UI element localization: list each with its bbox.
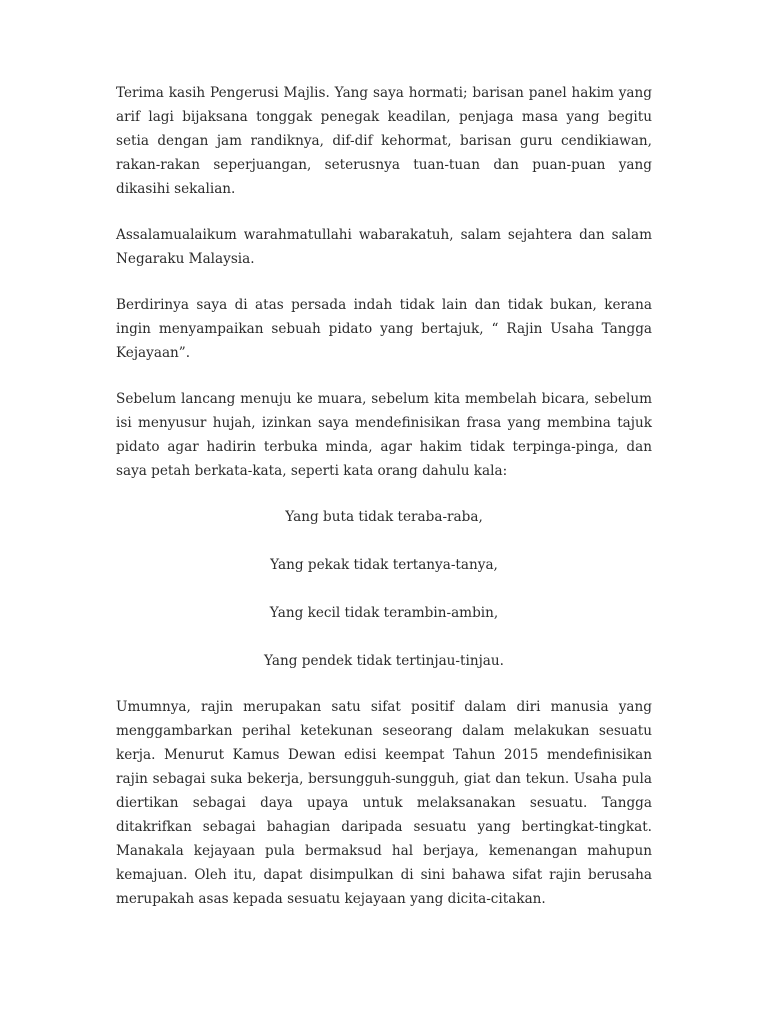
paragraph-definition: Umumnya, rajin merupakan satu sifat positif dalam diri manusia yang menggambarkan perihal ketekunan seseorang dalam melakukan sesuatu kerja. Menurut Kamus Dewan edisi keempat Tahun 2015 mendefinisikan rajin sebagai suka bekerja, bersungguh-sungguh, giat dan tekun. Usaha pula diertikan sebagai daya upaya untuk melaksanakan sesuatu. Tangga ditakrifkan sebagai bahagian daripada sesuatu yang bertingkat-tingkat. Manakala kejayaan pula bermaksud hal berjaya, kemenangan mahupun kemajuan. Oleh itu, dapat disimpulkan di sini bahawa sifat rajin berusaha merupakah asas kepada sesuatu kejayaan yang dicita-citakan. bbox=[116, 699, 652, 907]
verse-block bbox=[116, 505, 652, 673]
paragraph-salutation: Assalamualaikum warahmatullahi wabarakatuh, salam sejahtera dan salam Negaraku Malaysia. bbox=[116, 227, 652, 267]
paragraph-definition-intro: Sebelum lancang menuju ke muara, sebelum kita membelah bicara, sebelum isi menyusur hujah, izinkan saya mendefinisikan frasa yang membina tajuk pidato agar hadirin terbuka minda, agar hakim tidak terpinga-pinga, dan saya petah berkata-kata, seperti kata orang dahulu kala: bbox=[116, 391, 652, 479]
verse-line: Yang pekak tidak tertanya-tanya, bbox=[270, 557, 498, 573]
verse-line: Yang kecil tidak terambin-ambin, bbox=[269, 605, 499, 621]
verse-line: Yang pendek tidak tertinjau-tinjau. bbox=[264, 653, 504, 669]
paragraph-greeting: Terima kasih Pengerusi Majlis. Yang saya hormati; barisan panel hakim yang arif lagi bijaksana tonggak penegak keadilan, penjaga masa yang begitu setia dengan jam randiknya, dif-dif kehormat, barisan guru cendikiawan, rakan-rakan seperjuangan, seterusnya tuan-tuan dan puan-puan yang dikasihi sekalian. bbox=[116, 85, 652, 197]
paragraph-title-intro: Berdirinya saya di atas persada indah tidak lain dan tidak bukan, kerana ingin menyampaikan sebuah pidato yang bertajuk, “ Rajin Usaha Tangga Kejayaan”. bbox=[116, 297, 652, 361]
document-page bbox=[116, 81, 652, 933]
verse-line: Yang buta tidak teraba-raba, bbox=[285, 509, 483, 525]
